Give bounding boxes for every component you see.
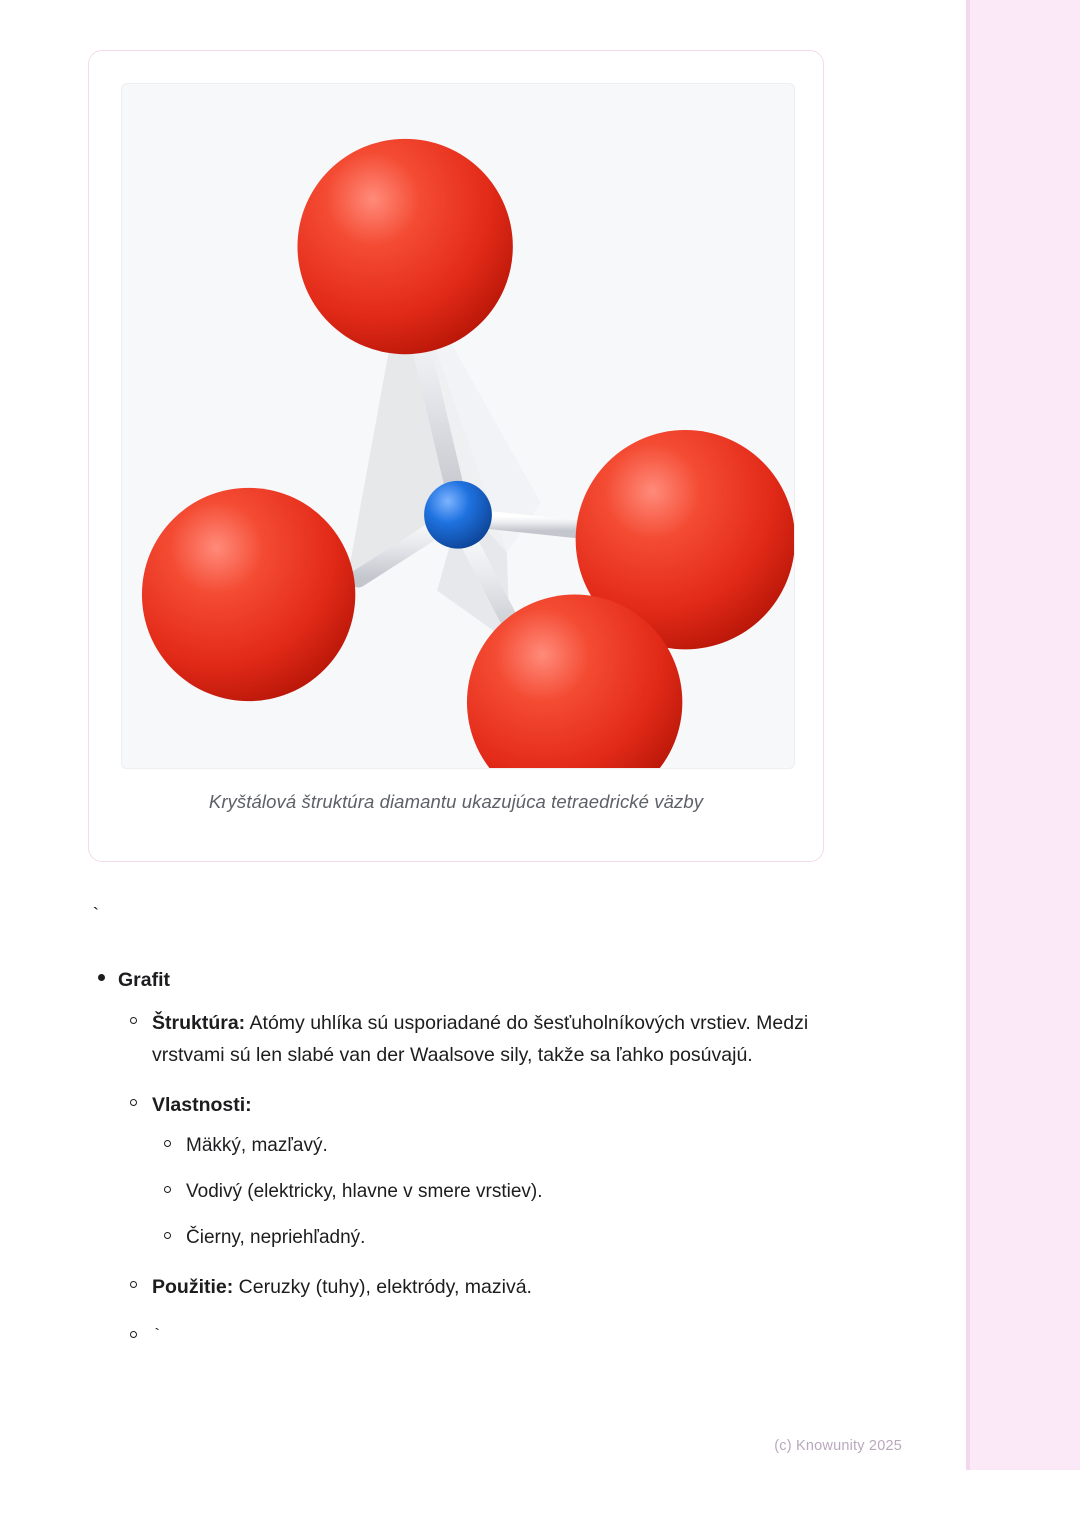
list-item xyxy=(152,1177,828,1207)
content-body xyxy=(88,965,828,1371)
bullet-icon xyxy=(164,1232,171,1239)
outline-list xyxy=(88,965,828,1353)
bullet-icon xyxy=(164,1186,171,1193)
list-item-pouzitie xyxy=(118,1271,828,1303)
list-item-text: Mäkký, mazľavý. xyxy=(186,1135,328,1156)
bullet-icon xyxy=(130,1017,137,1024)
list-item xyxy=(152,1131,828,1161)
list-item-grafit xyxy=(88,965,828,1353)
bullet-icon xyxy=(130,1331,137,1338)
sublist-grafit xyxy=(118,1007,828,1353)
term-description: Ceruzky (tuhy), elektródy, mazivá. xyxy=(233,1276,532,1298)
bullet-icon xyxy=(98,974,105,981)
molecule-illustration xyxy=(121,83,795,769)
list-item-text: ` xyxy=(152,1327,163,1346)
stray-backtick: ` xyxy=(90,905,102,927)
list-item-text: Čierny, nepriehľadný. xyxy=(186,1227,366,1248)
decorative-sidebar xyxy=(970,0,1080,1470)
figure-card xyxy=(88,50,824,862)
bullet-icon xyxy=(130,1099,137,1106)
list-item-label: Grafit xyxy=(118,969,171,991)
list-item xyxy=(152,1223,828,1253)
bullet-icon xyxy=(130,1281,137,1288)
list-item-struktura xyxy=(118,1007,828,1071)
term-label: Vlastnosti: xyxy=(152,1094,252,1116)
figure-caption: Kryštálová štruktúra diamantu ukazujúca tetraedrické väzby xyxy=(208,791,704,812)
sublist-vlastnosti xyxy=(152,1131,828,1253)
list-item-trailing-tick xyxy=(118,1321,828,1353)
atom-top xyxy=(297,139,512,354)
list-item-vlastnosti xyxy=(118,1089,828,1253)
footer-copyright: (c) Knowunity 2025 xyxy=(774,1438,902,1454)
atom-center xyxy=(424,481,492,549)
atom-left xyxy=(142,488,355,701)
term-label: Použitie: xyxy=(152,1276,234,1298)
bullet-icon xyxy=(164,1140,171,1147)
diamond-tetrahedral-icon xyxy=(122,84,794,768)
list-item-text: Vodivý (elektricky, hlavne v smere vrstiev). xyxy=(186,1181,543,1202)
term-label: Štruktúra: xyxy=(152,1012,246,1034)
term-description: Atómy uhlíka sú usporiadané do šesťuholníkových vrstiev. Medzi vrstvami sú len slabé van der Waalsove sily, takže sa ľahko posúvajú. xyxy=(152,1012,809,1066)
